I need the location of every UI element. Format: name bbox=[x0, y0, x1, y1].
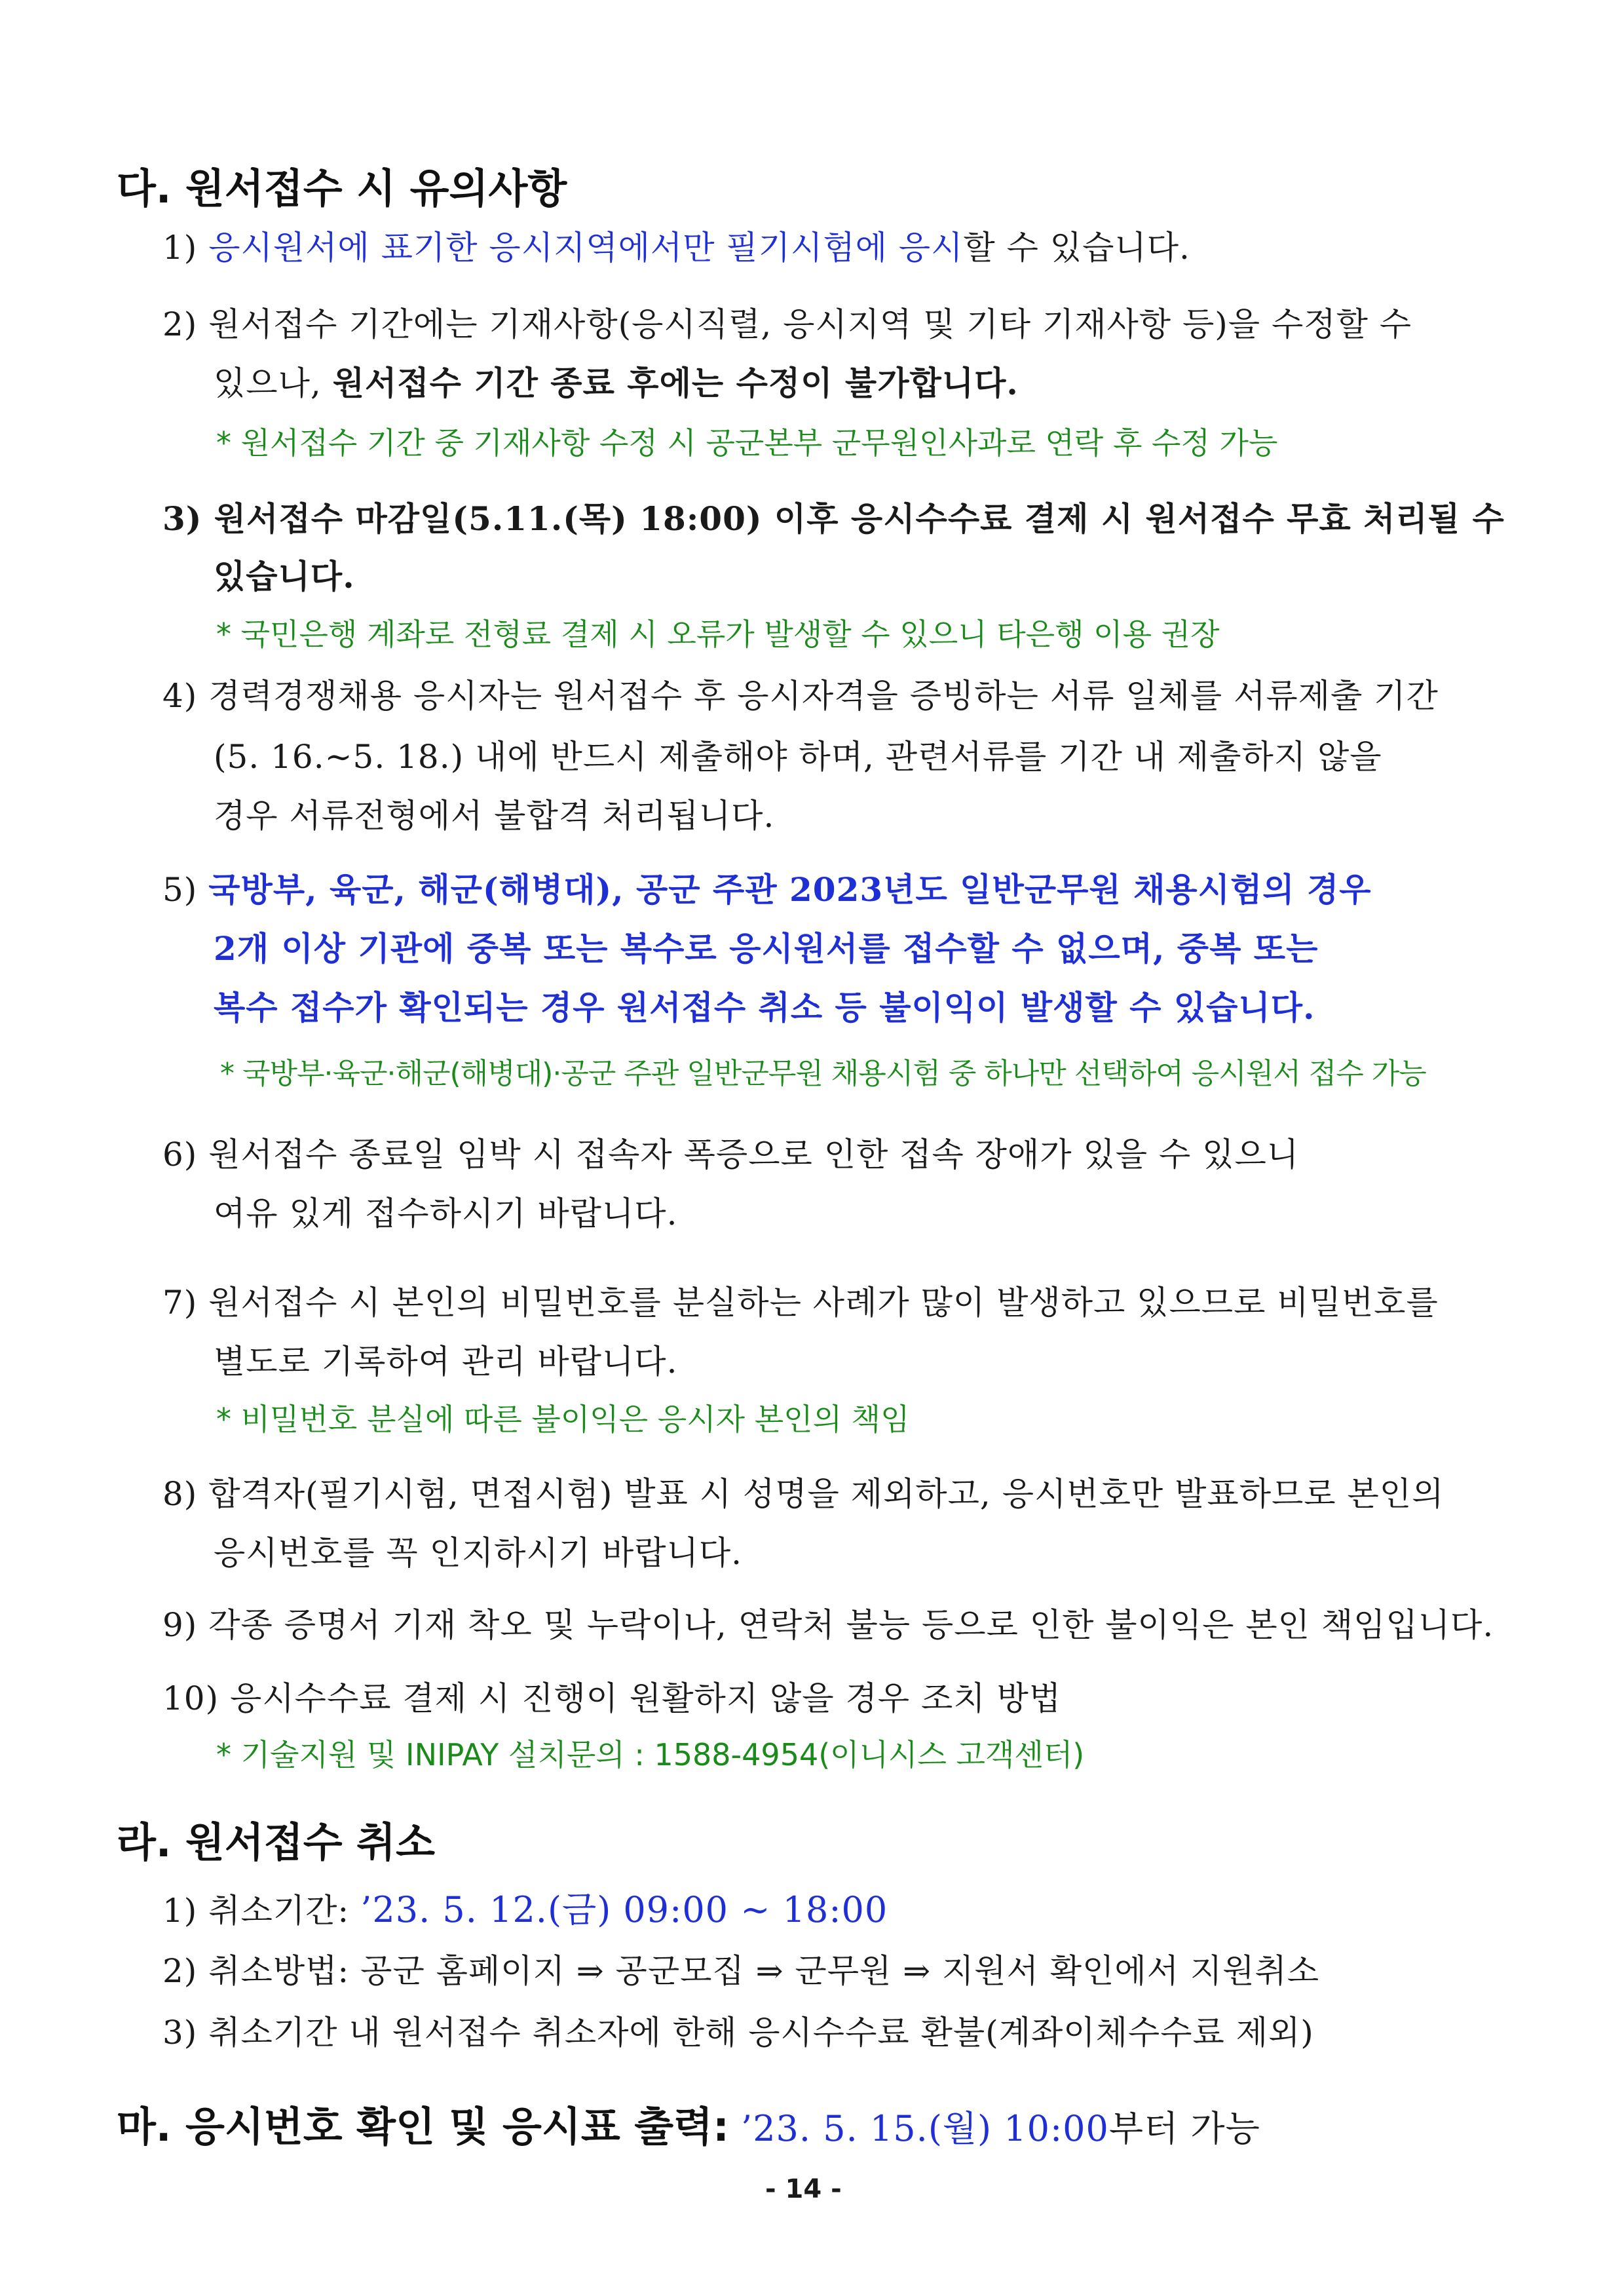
item-2-line-2 bbox=[214, 357, 1019, 404]
item-5-line-3: 복수 접수가 확인되는 경우 원서접수 취소 등 불이익이 발생할 수 있습니다. bbox=[214, 988, 1315, 1027]
cancel-item-3-text: 취소기간 내 원서접수 취소자에 한해 응시수수료 환불(계좌이체수수료 제외) bbox=[208, 2014, 1314, 2052]
item-7-note: * 비밀번호 분실에 따른 불이익은 응시자 본인의 책임 bbox=[216, 1402, 910, 1437]
item-5-number: 5) bbox=[162, 871, 198, 909]
item-7-text: 원서접수 시 본인의 비밀번호를 분실하는 사례가 많이 발생하고 있으므로 비밀번호를 bbox=[208, 1284, 1439, 1322]
item-2-text: 원서접수 기간에는 기재사항(응시직렬, 응시지역 및 기타 기재사항 등)을 수정할 수 bbox=[208, 305, 1412, 343]
item-7-number: 7) bbox=[162, 1284, 198, 1322]
item-6-number: 6) bbox=[162, 1136, 198, 1174]
item-1-number: 1) bbox=[162, 229, 198, 267]
item-7-line-2: 별도로 기록하여 관리 바랍니다. bbox=[214, 1343, 678, 1381]
item-8-line-1 bbox=[162, 1468, 1444, 1515]
item-5-line-2: 2개 이상 기관에 중복 또는 복수로 응시원서를 접수할 수 없으며, 중복 또는 bbox=[214, 929, 1319, 968]
item-3-line-2: 있습니다. bbox=[214, 557, 355, 596]
cancel-item-2-number: 2) bbox=[162, 1952, 198, 1990]
cancel-item-1-number: 1) bbox=[162, 1892, 198, 1930]
section-ra-title: 라. 원서접수 취소 bbox=[117, 1818, 435, 1866]
item-4-line-3: 경우 서류전형에서 불합격 처리됩니다. bbox=[214, 797, 775, 835]
item-3-note: * 국민은행 계좌로 전형료 결제 시 오류가 발생할 수 있으니 타은행 이용 권장 bbox=[216, 617, 1220, 652]
item-5-text: 국방부, 육군, 해군(해병대), 공군 주관 2023년도 일반군무원 채용시험의 경우 bbox=[208, 870, 1372, 909]
item-9-number: 9) bbox=[162, 1606, 198, 1644]
item-3-number: 3) bbox=[162, 499, 202, 538]
item-10 bbox=[162, 1672, 1061, 1719]
cancel-item-2 bbox=[162, 1945, 1319, 1992]
item-4-line-2: (5. 16.∼5. 18.) 내에 반드시 제출해야 하며, 관련서류를 기간 내 제출하지 않을 bbox=[214, 738, 1382, 776]
cancel-item-1-label: 취소기간: bbox=[208, 1892, 361, 1930]
section-ma-title: 마. 응시번호 확인 및 응시표 출력: bbox=[117, 2103, 729, 2151]
item-2-number: 2) bbox=[162, 305, 198, 343]
section-ma-suffix: 부터 가능 bbox=[1108, 2108, 1260, 2149]
cancel-item-3 bbox=[162, 2006, 1314, 2054]
item-2-line-1 bbox=[162, 298, 1412, 345]
section-ma bbox=[117, 2094, 1260, 2152]
item-2-emphasis: 원서접수 기간 종료 후에는 수정이 불가합니다. bbox=[332, 364, 1019, 402]
item-1 bbox=[162, 221, 1190, 269]
item-1-highlight: 응시원서에 표기한 응시지역에서만 필기시험에 응시 bbox=[208, 229, 964, 267]
item-4-number: 4) bbox=[162, 677, 198, 715]
item-6-line-1 bbox=[162, 1128, 1299, 1176]
item-3-text: 원서접수 마감일(5.11.(목) 18:00) 이후 응시수수료 결제 시 원서접수 무효 처리될 수 bbox=[214, 499, 1505, 538]
item-10-note: * 기술지원 및 INIPAY 설치문의 : 1588-4954(이니시스 고객센터) bbox=[216, 1737, 1085, 1772]
item-10-number: 10) bbox=[162, 1679, 219, 1717]
item-4-line-1 bbox=[162, 670, 1439, 717]
item-1-text: 할 수 있습니다. bbox=[963, 229, 1190, 267]
section-da-title: 다. 원서접수 시 유의사항 bbox=[117, 164, 567, 212]
item-10-text: 응시수수료 결제 시 진행이 원활하지 않을 경우 조치 방법 bbox=[230, 1679, 1062, 1717]
item-2-note: * 원서접수 기간 중 기재사항 수정 시 공군본부 군무원인사과로 연락 후 수정 가능 bbox=[216, 425, 1278, 461]
item-7-line-1 bbox=[162, 1276, 1439, 1324]
item-5-note: * 국방부·육군·해군(해병대)·공군 주관 일반군무원 채용시험 중 하나만 선택하여 응시원서 접수 가능 bbox=[220, 1057, 1426, 1090]
item-2-text-2a: 있으나, bbox=[214, 364, 333, 402]
page-number: - 14 - bbox=[765, 2174, 842, 2204]
cancel-item-2-text: 취소방법: 공군 홈페이지 ⇒ 공군모집 ⇒ 군무원 ⇒ 지원서 확인에서 지원취소 bbox=[208, 1952, 1320, 1990]
item-9 bbox=[162, 1599, 1494, 1646]
item-8-text: 합격자(필기시험, 면접시험) 발표 시 성명을 제외하고, 응시번호만 발표하므로 본인의 bbox=[208, 1475, 1445, 1513]
section-ma-date: ’23. 5. 15.(월) 10:00 bbox=[728, 2108, 1109, 2149]
item-6-line-2: 여유 있게 접수하시기 바랍니다. bbox=[214, 1195, 678, 1233]
cancel-item-1 bbox=[162, 1882, 888, 1932]
cancel-period-value: ’23. 5. 12.(금) 09:00 ∼ 18:00 bbox=[360, 1889, 888, 1930]
item-9-text: 각종 증명서 기재 착오 및 누락이나, 연락처 불능 등으로 인한 불이익은 본인 책임입니다. bbox=[208, 1606, 1494, 1644]
item-8-number: 8) bbox=[162, 1475, 198, 1513]
item-3-line-1 bbox=[162, 493, 1505, 540]
item-5-line-1 bbox=[162, 864, 1372, 911]
cancel-item-3-number: 3) bbox=[162, 2014, 198, 2052]
item-6-text: 원서접수 종료일 임박 시 접속자 폭증으로 인한 접속 장애가 있을 수 있으니 bbox=[208, 1136, 1300, 1174]
item-4-text: 경력경쟁채용 응시자는 원서접수 후 응시자격을 증빙하는 서류 일체를 서류제출 기간 bbox=[208, 677, 1439, 715]
item-8-line-2: 응시번호를 꼭 인지하시기 바랍니다. bbox=[214, 1534, 743, 1572]
